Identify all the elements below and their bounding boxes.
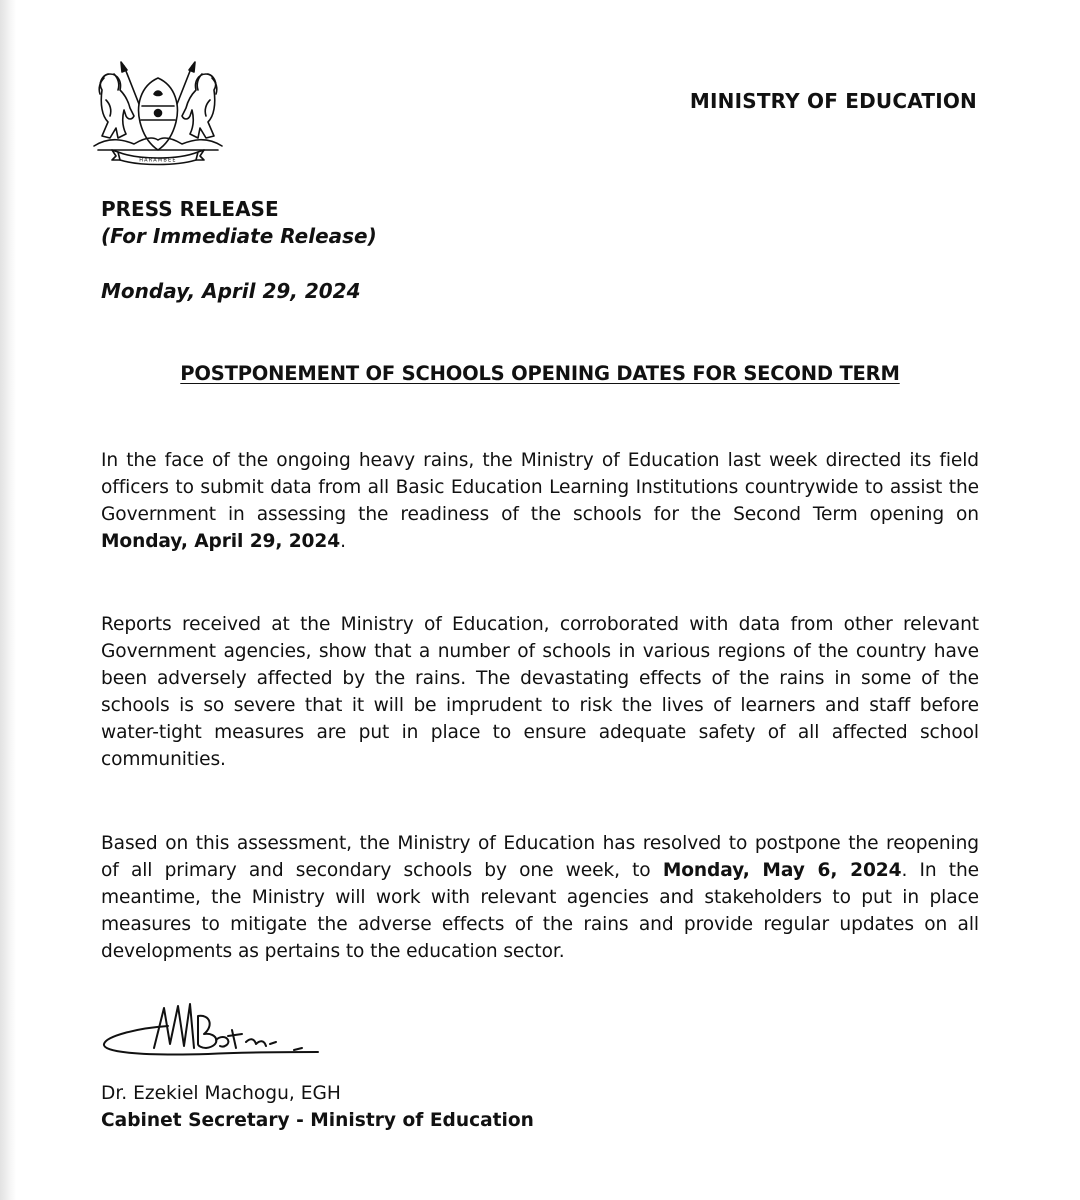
paragraph-1 xyxy=(101,447,979,555)
ministry-header: MINISTRY OF EDUCATION xyxy=(689,89,977,113)
press-release-block xyxy=(101,196,377,250)
page-edge-shadow xyxy=(0,0,16,1200)
coat-of-arms-logo xyxy=(88,60,228,168)
press-release-title: PRESS RELEASE xyxy=(101,197,279,221)
signatory-title: Cabinet Secretary - Ministry of Education xyxy=(101,1110,534,1131)
paragraph-3-bold-date: Monday, May 6, 2024 xyxy=(662,859,902,881)
paragraph-1-text: In the face of the ongoing heavy rains, the Ministry of Education last week directed its field officers to submit data from all Basic Education Learning Institutions countrywide to assist the Government in assessing the readiness of the schools for the Second Term opening on xyxy=(101,449,979,525)
handwritten-signature xyxy=(98,996,328,1066)
signatory-name: Dr. Ezekiel Machogu, EGH xyxy=(101,1083,341,1104)
paragraph-3-end: . In the meantime, the Ministry will work with relevant agencies and stakeholders to put in place measures to mitigate the adverse effects of the rains and provide regular updates on all developments as pertains to the education sector. xyxy=(101,859,979,962)
press-release-subtitle: (For Immediate Release) xyxy=(101,224,377,248)
paragraph-1-bold-date: Monday, April 29, 2024 xyxy=(101,530,341,552)
paragraph-2-text: Reports received at the Ministry of Education, corroborated with data from other relevant Government agencies, show that a number of schools in various regions of the country have been adversely affected by the rains. The devastating effects of the rains in some of the schools is so severe that it will be imprudent to risk the lives of learners and staff before water-tight measures are put in place to ensure adequate safety of all affected school communities. xyxy=(101,613,979,770)
release-date: Monday, April 29, 2024 xyxy=(101,279,361,303)
paragraph-3-text: Based on this assessment, the Ministry of Education has resolved to postpone the reopening of all primary and secondary schools by one week, to xyxy=(101,832,979,881)
document-heading: POSTPONEMENT OF SCHOOLS OPENING DATES FOR SECOND TERM xyxy=(180,362,900,385)
paragraph-1-end: . xyxy=(340,530,346,552)
svg-text:HARAMBEE: HARAMBEE xyxy=(139,157,177,164)
paragraph-3 xyxy=(101,830,979,965)
signatory-block xyxy=(101,1080,534,1134)
paragraph-2 xyxy=(101,611,979,773)
